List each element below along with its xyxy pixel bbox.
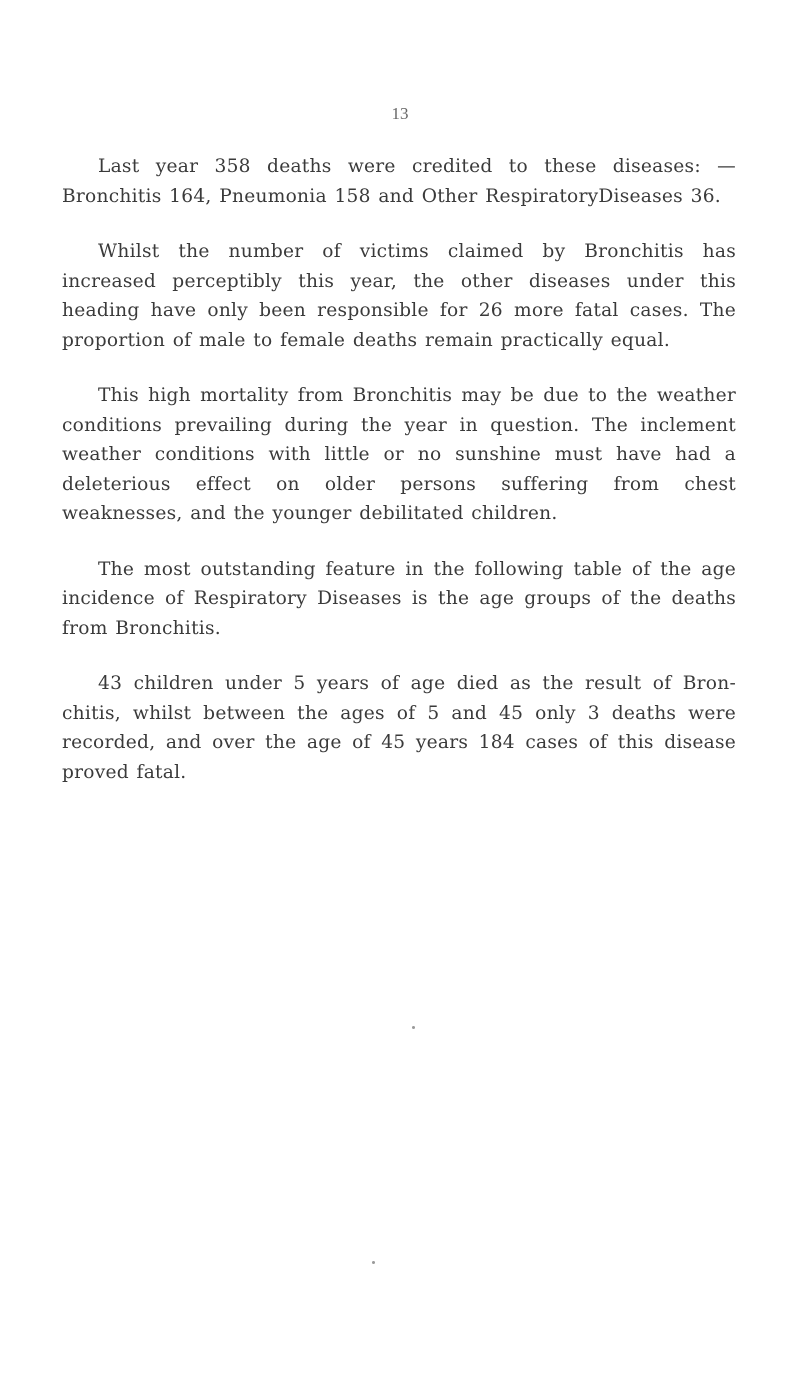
paragraph-age-incidence: The most outstanding feature in the following table of the age incidence of Respiratory Diseases is the age groups of the deaths from Bronchitis. xyxy=(62,558,736,639)
body-text xyxy=(62,152,736,813)
paragraph-age-groups: 43 children under 5 years of age died as the result of Bron-chitis, whilst between the ages of 5 and 45 only 3 deaths were recorded, and over the age of 45 years 184 cases of this disease proved fatal. xyxy=(62,673,736,783)
paper-speck xyxy=(372,1261,375,1264)
paragraph-deaths-summary: Last year 358 deaths were credited to these diseases: — Bronchitis 164, Pneumonia 158 and Other RespiratoryDiseases 36. xyxy=(62,156,736,207)
paragraph-bronchitis-increase: Whilst the number of victims claimed by Bronchitis has increased perceptibly this year, the other diseases under this heading have only been responsible for 26 more fatal cases. The proportion of male to female deaths remain practically equal. xyxy=(62,241,736,351)
paper-speck xyxy=(412,1026,415,1029)
page-number: 13 xyxy=(391,104,409,123)
paragraph-weather-conditions: This high mortality from Bronchitis may be due to the weather conditions prevailing during the year in question. The inclement weather conditions with little or no sunshine must have had a deleterious effect on older persons suffering from chest weaknesses, and the younger debilitated children. xyxy=(62,385,736,524)
